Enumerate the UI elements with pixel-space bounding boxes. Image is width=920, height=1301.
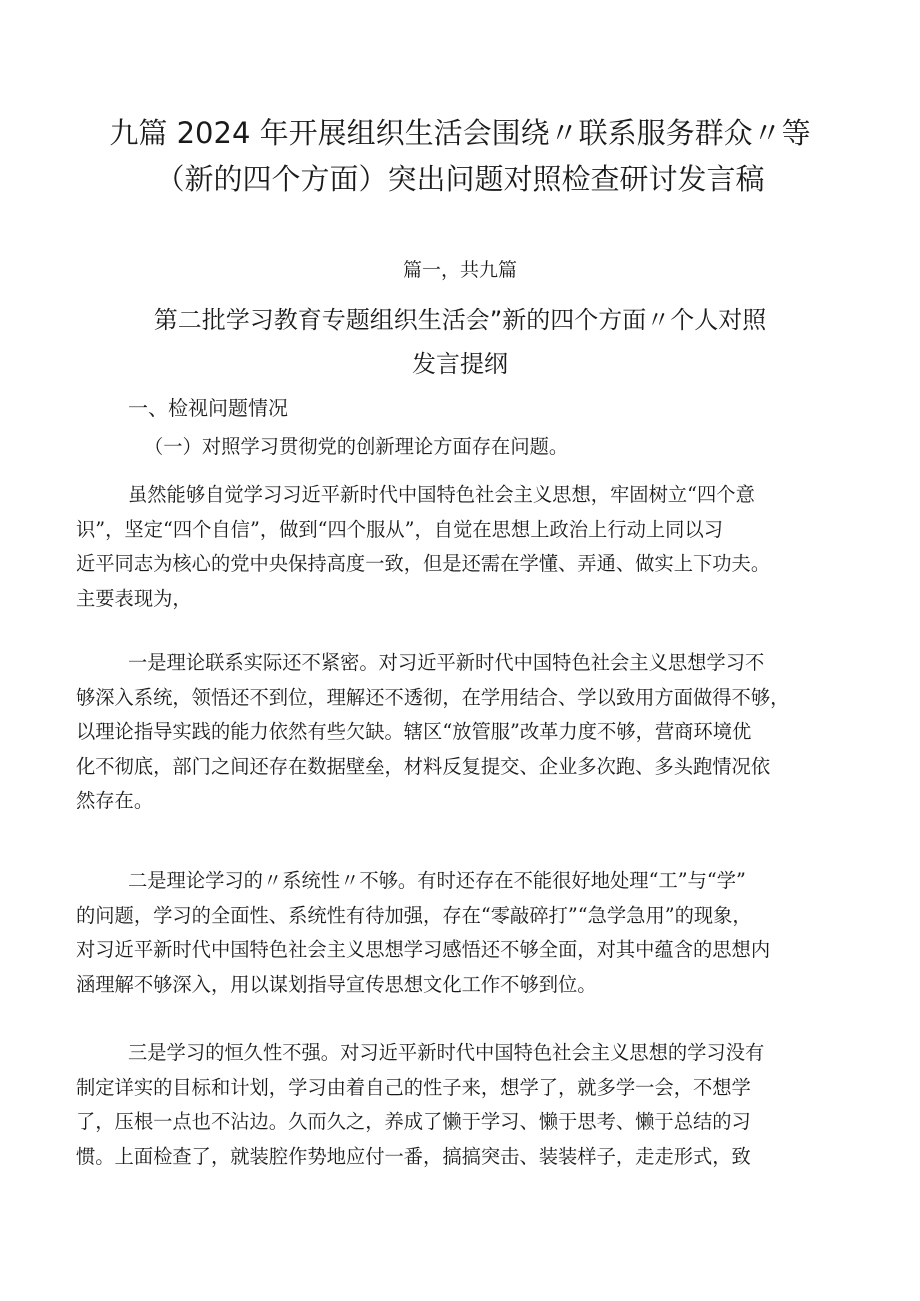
document-title-line-2: （新的四个方面）突出问题对照检查研讨发言稿 [155,162,765,196]
document-title-line-1: 九篇 2024 年开展组织生活会围绕〃联系服务群众〃等 [109,116,811,150]
paragraph-line: 主要表现为， [76,586,192,610]
document-title [60,110,860,202]
paragraph-line: 够深入系统，领悟还不到位，理解还不透彻，在学用结合、学以致用方面做得不够， [76,685,790,709]
section-heading: 一、检视问题情况 [128,396,288,420]
paragraph-line: 制定详实的目标和计划，学习由着自己的性子来，想学了，就多学一会，不想学 [76,1075,751,1099]
paragraph-line: 二是理论学习的〃系统性〃不够。有时还存在不能很好地处理“工”与“学” [128,869,746,892]
part-label: 篇一，共九篇 [402,259,517,281]
paragraph-line: 化不彻底，部门之间还存在数据壁垒，材料反复提交、企业多次跑、多头跑情况依 [76,754,771,778]
paragraph-line: 近平同志为核心的党中央保持高度一致，但是还需在学懂、弄通、做实上下功夫。 [76,552,771,575]
paragraph-line: 惯。上面检查了，就装腔作势地应付一番，搞搞突击、装装样子，走走形式，致 [76,1144,751,1168]
article-subtitle-line-1: 第二批学习教育专题组织生活会”新的四个方面〃个人对照 [153,306,767,334]
article-subtitle-line-2: 发言提纲 [412,350,508,378]
paragraph-line: 以理论指导实践的能力依然有些欠缺。辖区“放管服”改革力度不够，营商环境优 [76,720,752,743]
paragraph-line: 虽然能够自觉学习习近平新时代中国特色社会主义思想，牢固树立“四个意 [128,483,755,506]
paragraph-line: 三是学习的恒久性不强。对习近平新时代中国特色社会主义思想的学习没有 [128,1041,765,1064]
paragraph-line: 一是理论联系实际还不紧密。对习近平新时代中国特色社会主义思想学习不 [128,651,765,674]
paragraph [76,646,866,819]
paragraph [76,478,866,616]
paragraph-line: 涵理解不够深入，用以谋划指导宣传思想文化工作不够到位。 [76,972,597,996]
paragraph-line: 的问题，学习的全面性、系统性有待加强，存在“零敲碎打”“急学急用”的现象， [76,903,752,927]
paragraph [76,864,866,1002]
paragraph-line: 了，压根一点也不沾边。久而久之，养成了懒于学习、懒于思考、懒于总结的习 [76,1110,751,1133]
paragraph [76,430,866,465]
article-subtitle [100,298,820,386]
paragraph [76,1036,866,1174]
paragraph-line: 识”，坚定“四个自信”，做到“四个服从”，自觉在思想上政治上行动上同以习 [76,517,724,541]
paragraph-line: （一）对照学习贯彻党的创新理论方面存在问题。 [144,435,569,458]
paragraph-line: 然存在。 [76,789,154,812]
paragraph-line: 对习近平新时代中国特色社会主义思想学习感悟还不够全面，对其中蕴含的思想内 [76,938,771,961]
